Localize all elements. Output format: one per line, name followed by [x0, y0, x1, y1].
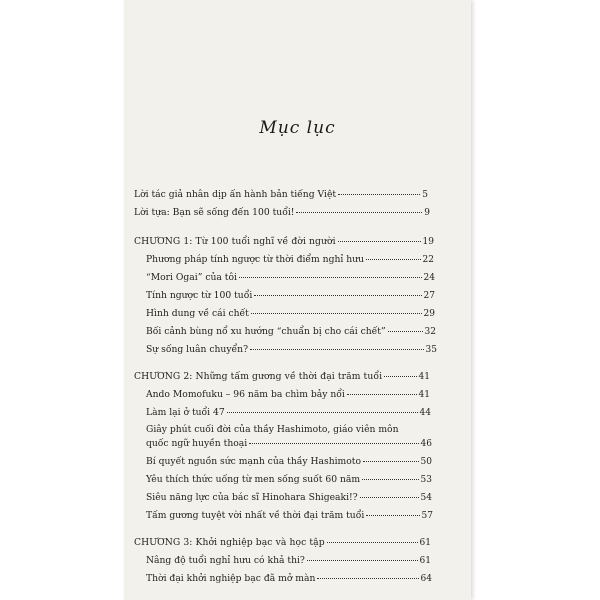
table-of-contents: [124, 0, 471, 600]
toc-entry-page: 41: [418, 390, 430, 400]
dot-leader: [362, 479, 418, 480]
toc-chapter-entry: [134, 537, 431, 548]
toc-entry-page: 54: [420, 493, 432, 503]
toc-entry: [146, 272, 435, 283]
toc-entry-page: 50: [420, 457, 432, 467]
toc-entry-page: 32: [424, 327, 436, 337]
toc-entry: [146, 254, 434, 265]
toc-entry-page: 27: [423, 291, 435, 301]
toc-entry-title: Hình dung về cái chết: [146, 308, 249, 319]
toc-entry: [134, 189, 428, 200]
toc-entry-title: Yêu thích thức uống từ men sống suốt 60 năm: [146, 474, 361, 485]
toc-entry-title: CHƯƠNG 1: Từ 100 tuổi nghĩ về đời người: [134, 236, 336, 247]
toc-entry-page: 61: [419, 556, 431, 566]
toc-entry-page: 53: [420, 475, 432, 485]
toc-entry: [146, 555, 431, 566]
dot-leader: [227, 412, 418, 413]
dot-leader: [366, 259, 421, 260]
toc-entry-page: 44: [419, 408, 431, 418]
toc-entry-title: Bí quyết nguồn sức mạnh của thầy Hashimoto: [146, 456, 362, 467]
toc-entry: [146, 456, 432, 467]
toc-entry-page: 41: [418, 372, 430, 382]
toc-entry-page: 9: [424, 208, 430, 218]
toc-entry: [146, 407, 431, 418]
toc-entry-title: CHƯƠNG 2: Những tấm gương về thời đại trăm tuổi: [134, 371, 383, 382]
dot-leader: [296, 212, 422, 213]
toc-chapter-entry: [134, 371, 430, 382]
dot-leader: [384, 376, 416, 377]
dot-leader: [307, 560, 418, 561]
toc-entry: [146, 510, 433, 521]
dot-leader: [347, 394, 417, 395]
toc-entry: [146, 573, 432, 584]
toc-entry: [146, 308, 435, 319]
toc-entry-page: 35: [425, 345, 437, 355]
dot-leader: [250, 349, 424, 350]
toc-entry-page: 19: [422, 237, 434, 247]
page-title: Mục lục: [259, 118, 336, 138]
toc-entry: [146, 474, 432, 485]
toc-entry-page: 29: [423, 309, 435, 319]
toc-entry: [146, 389, 430, 400]
toc-entry-title: Làm lại ở tuổi 47: [146, 407, 225, 418]
dot-leader: [239, 277, 422, 278]
dot-leader: [388, 331, 423, 332]
dot-leader: [249, 443, 418, 444]
book-page: [124, 0, 471, 600]
toc-entry-page: 24: [423, 273, 435, 283]
toc-entry-page: 46: [420, 439, 432, 449]
toc-entry-page: 64: [420, 574, 432, 584]
dot-leader: [251, 313, 422, 314]
toc-entry-title: Bối cảnh bùng nổ xu hướng “chuẩn bị cho cái chết”: [146, 326, 386, 337]
toc-entry-title: quốc ngữ huyền thoại: [146, 438, 248, 449]
toc-entry: [146, 424, 431, 435]
toc-entry-title: Nâng độ tuổi nghỉ hưu có khả thi?: [146, 555, 305, 566]
toc-entry: [146, 492, 432, 503]
toc-entry: [146, 438, 432, 449]
toc-entry: [146, 326, 436, 337]
toc-entry-title: Tấm gương tuyệt vời nhất về thời đại trăm tuổi: [146, 510, 365, 521]
toc-entry-title: “Mori Ogai” của tôi: [146, 272, 237, 283]
dot-leader: [366, 515, 419, 516]
dot-leader: [360, 497, 419, 498]
toc-entry-page: 61: [419, 538, 431, 548]
toc-entry-page: 5: [422, 190, 428, 200]
toc-entry-title: Tính ngược từ 100 tuổi: [146, 290, 253, 301]
toc-entry-title: CHƯƠNG 3: Khởi nghiệp bạc và học tập: [134, 537, 325, 548]
dot-leader: [338, 194, 420, 195]
toc-entry: [146, 344, 437, 355]
toc-entry-page: 22: [422, 255, 434, 265]
dot-leader: [327, 542, 418, 543]
toc-chapter-entry: [134, 236, 434, 247]
toc-entry-title: Lời tựa: Bạn sẽ sống đến 100 tuổi!: [134, 207, 295, 218]
toc-entry-title: Phương pháp tính ngược từ thời điểm nghỉ hưu: [146, 254, 365, 265]
dot-leader: [317, 578, 418, 579]
toc-entry-page: 57: [421, 511, 433, 521]
toc-entry-title: Sự sống luân chuyển?: [146, 344, 249, 355]
toc-entry-title: Lời tác giả nhân dịp ấn hành bản tiếng Việt: [134, 189, 337, 200]
toc-entry: [146, 290, 435, 301]
toc-entry: [134, 207, 430, 218]
toc-entry-title: Giây phút cuối đời của thầy Hashimoto, giáo viên môn: [146, 424, 399, 435]
dot-leader: [338, 241, 421, 242]
toc-entry-title: Siêu năng lực của bác sĩ Hinohara Shigeaki!?: [146, 492, 358, 503]
dot-leader: [254, 295, 421, 296]
dot-leader: [363, 461, 419, 462]
toc-entry-title: Thời đại khởi nghiệp bạc đã mở màn: [146, 573, 316, 584]
toc-entry-title: Ando Momofuku – 96 năm ba chìm bảy nổi: [146, 389, 345, 400]
